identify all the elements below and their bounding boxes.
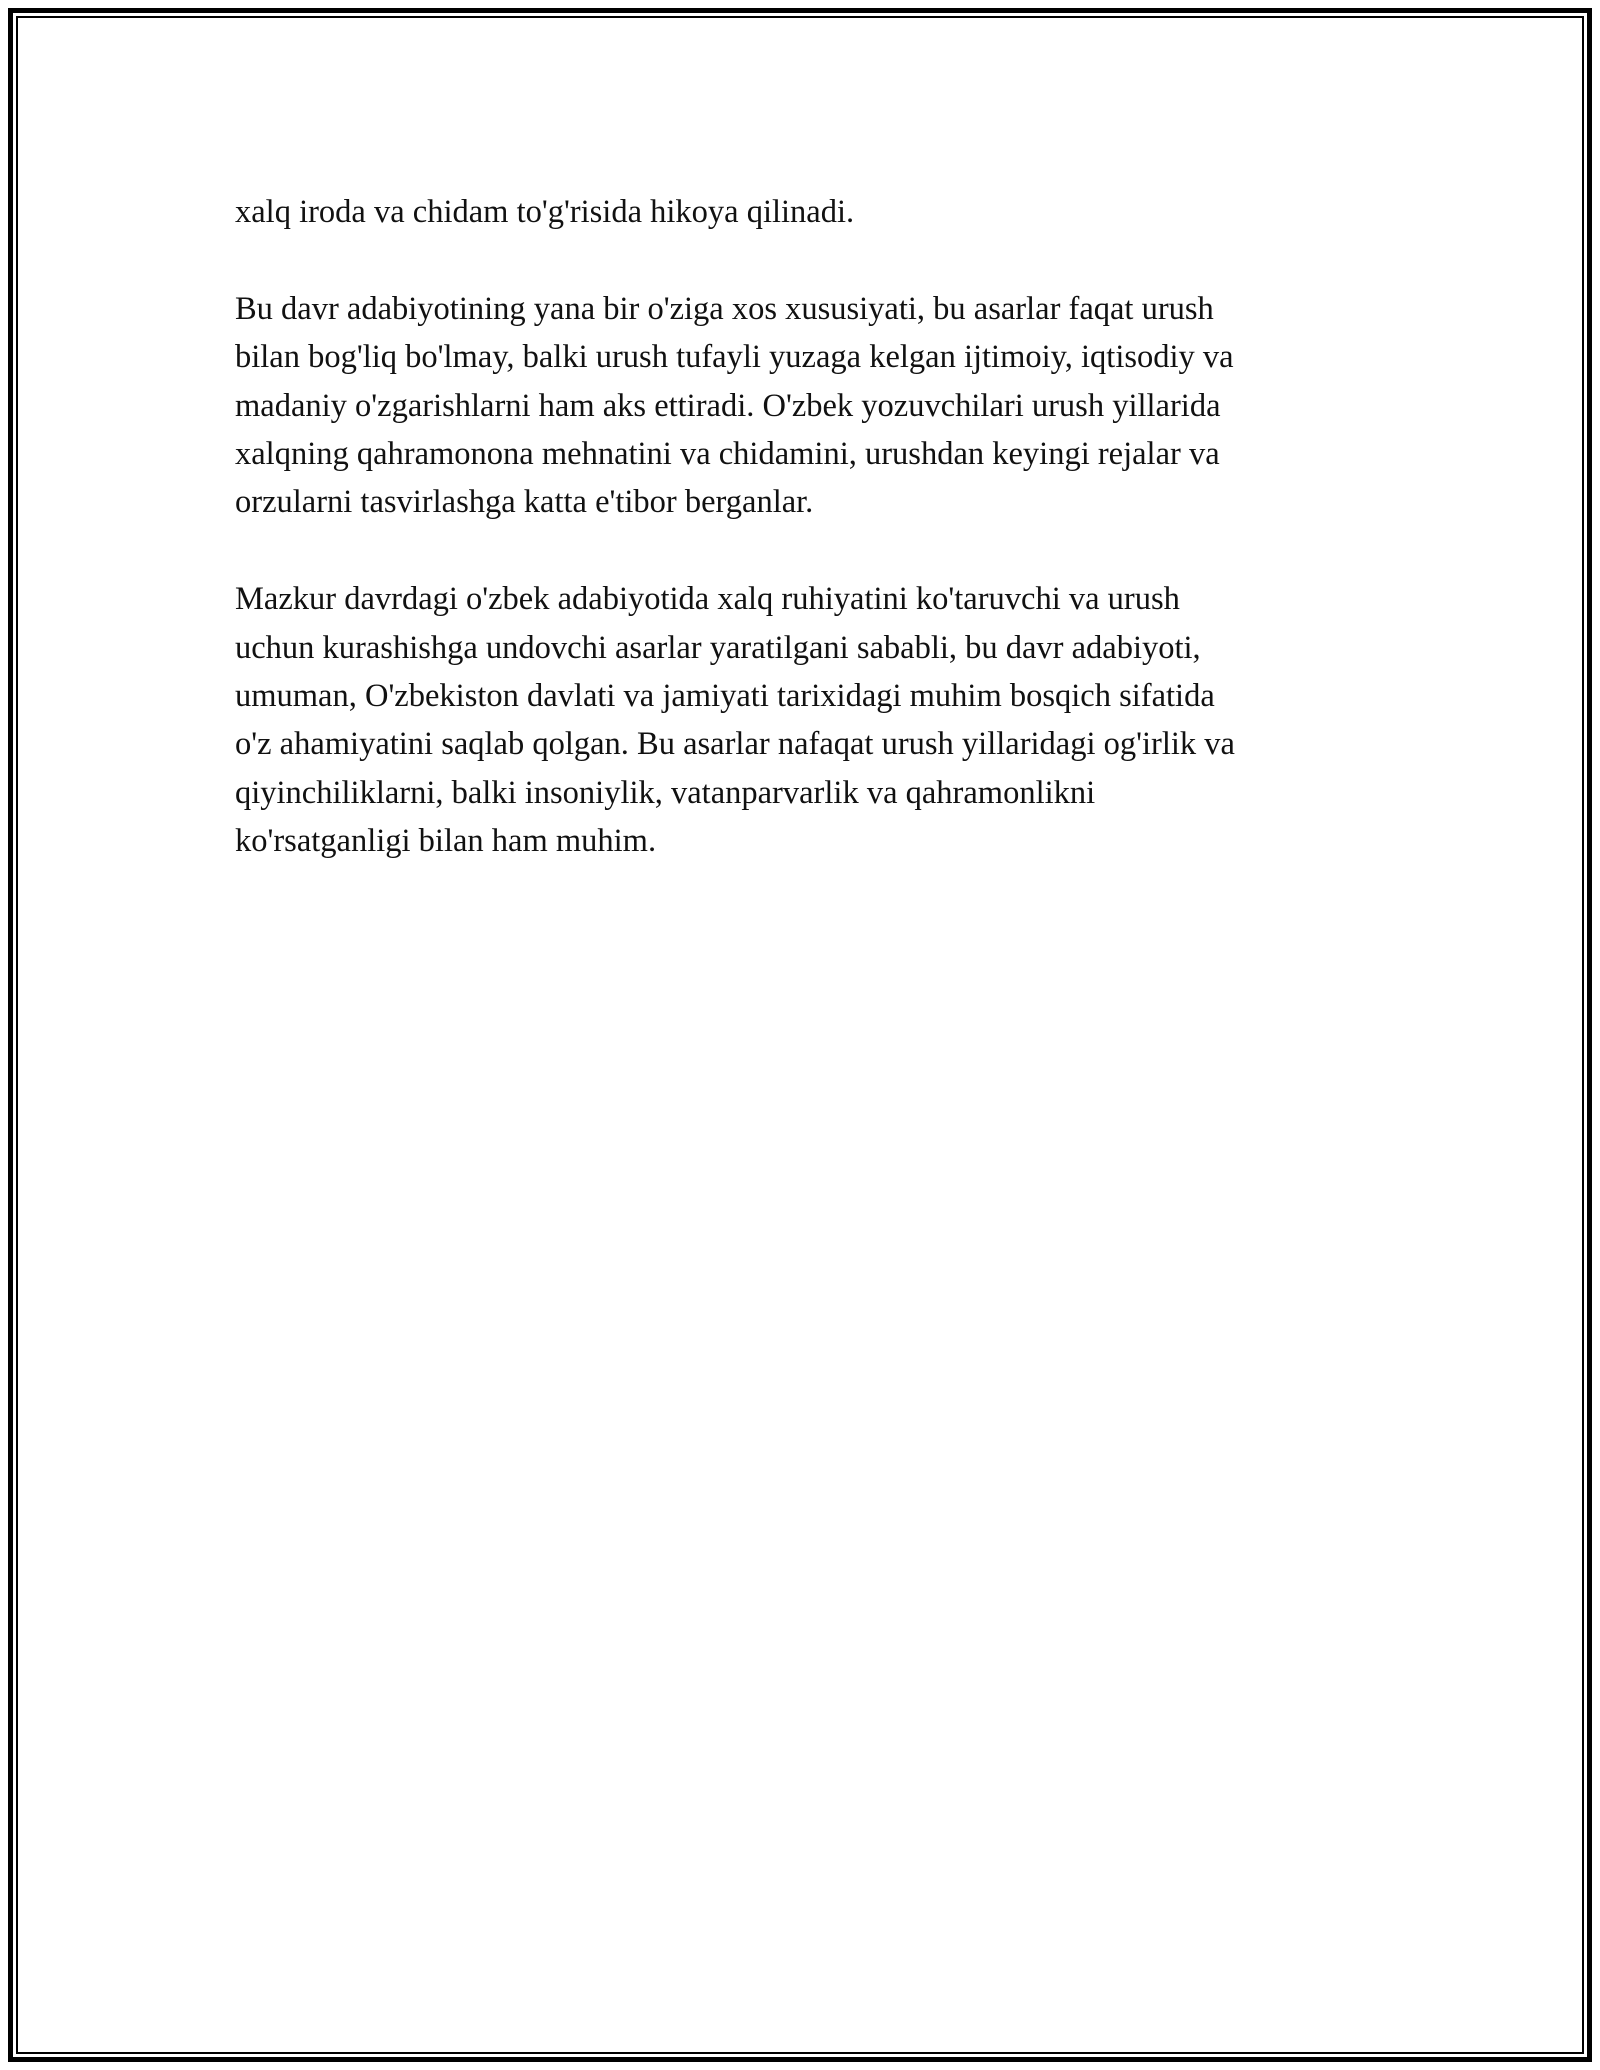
paragraph-1: xalq iroda va chidam to'g'risida hikoya qilinadi.: [235, 194, 855, 230]
document-body: [235, 188, 1385, 914]
paragraph-3: Mazkur davrdagi o'zbek adabiyotida xalq ruhiyatini ko'taruvchi va urush uchun kurashishga undovchi asarlar yaratilgani sababli, bu davr adabiyoti, umuman, O'zbekiston davlati va jamiyati tarixidagi muhim bosqich sifatida o'z ahamiyatini saqlab qolgan. Bu asarlar nafaqat urush yillaridagi og'irlik va qiyinchiliklarni, balki insoniylik, vatanparvarlik va qahramonlikni ko'rsatganligi bilan ham muhim.: [235, 581, 1235, 860]
paragraph-2: Bu davr adabiyotining yana bir o'ziga xos xususiyati, bu asarlar faqat urush bilan bog'liq bo'lmay, balki urush tufayli yuzaga kelgan ijtimoiy, iqtisodiy va madaniy o'zgarishlarni ham aks ettiradi. O'zbek yozuvchilari urush yillarida xalqning qahramonona mehnatini va chidamini, urushdan keyingi rejalar va orzularni tasvirlashga katta e'tibor berganlar.: [235, 290, 1234, 521]
